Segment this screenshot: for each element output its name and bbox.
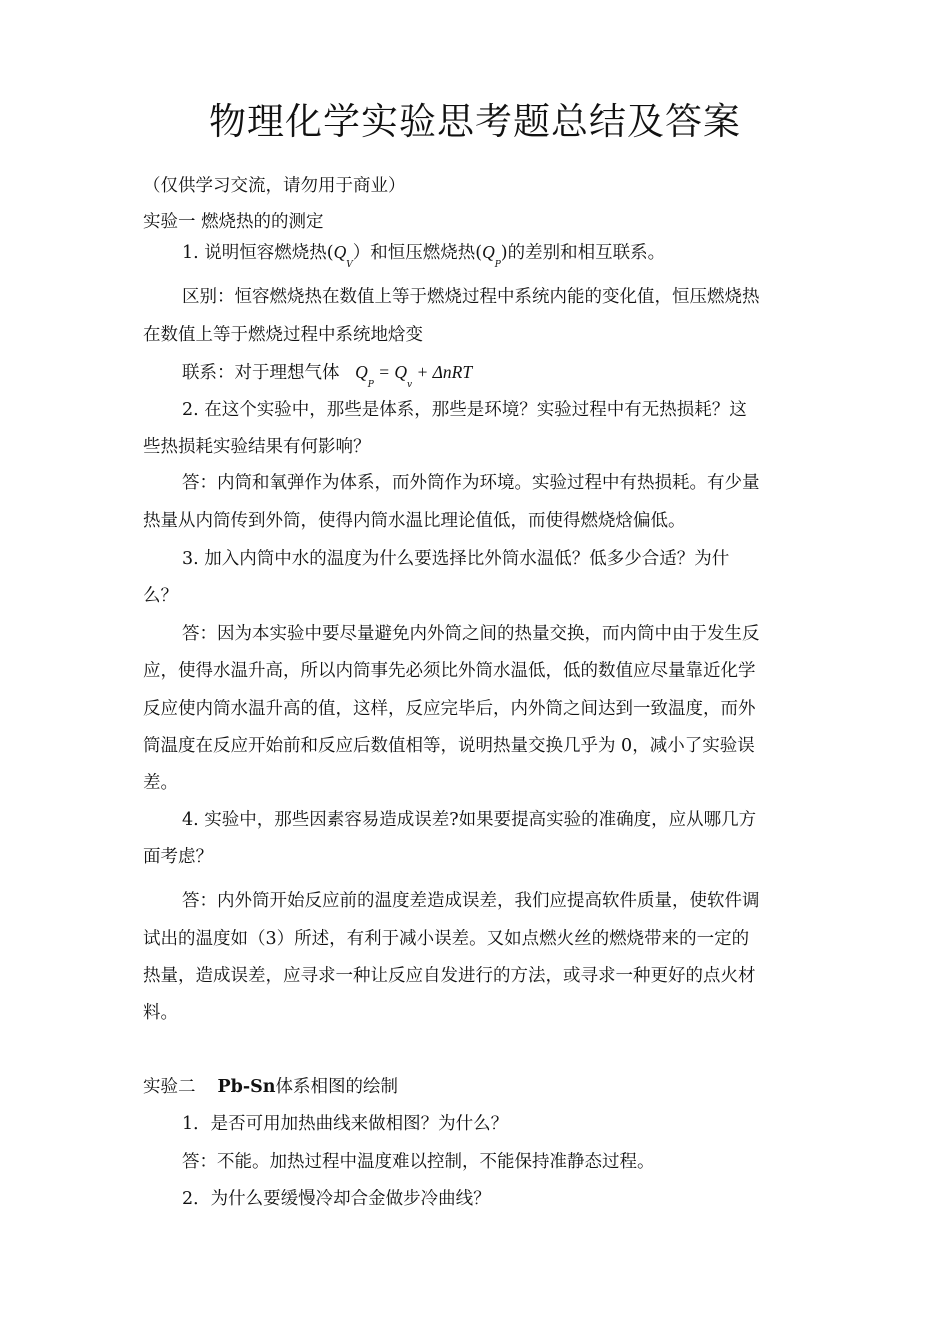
exp1-answer-3-line-2: 应，使得水温升高，所以内筒事先必须比外筒水温低，低的数值应尽量靠近化学: [143, 661, 756, 681]
exp1-question-3-line-1: 3. 加入内筒中水的温度为什么要选择比外筒水温低？低多少合适？为什: [182, 549, 730, 569]
exp1-answer-1-line-1: 区别：恒容燃烧热在数值上等于燃烧过程中系统内能的变化值，恒压燃烧热: [182, 287, 760, 307]
exp1-answer-3-line-4: 筒温度在反应开始前和反应后数值相等，说明热量交换几乎为 0，减小了实验误: [143, 736, 755, 756]
exp1-answer-2-line-1: 答：内筒和氧弹作为体系，而外筒作为环境。实验过程中有热损耗。有少量: [182, 473, 760, 493]
exp2-question-2: 2．为什么要缓慢冷却合金做步冷曲线？: [182, 1189, 491, 1209]
exp1-question-2-line-1: 2. 在这个实验中，那些是体系，那些是环境？实验过程中有无热损耗？这: [182, 400, 747, 420]
q1-text-mid: ）和恒压燃烧热(: [352, 243, 483, 263]
qv-subscript: V: [346, 260, 353, 270]
exp1-answer-4-line-3: 热量，造成误差，应寻求一种让反应自发进行的方法，或寻求一种更好的点火材: [143, 966, 756, 986]
exp2-answer-1: 答：不能。加热过程中温度难以控制，不能保持准静态过程。: [182, 1152, 655, 1172]
experiment-2-heading: [143, 1073, 398, 1101]
usage-note: （仅供学习交流，请勿用于商业）: [143, 176, 406, 196]
exp1-answer-3-line-1: 答：因为本实验中要尽量避免内外筒之间的热量交换，而内筒中由于发生反: [182, 624, 760, 644]
exp1-question-3-line-2: 么？: [143, 586, 178, 606]
relation-qp: Q: [355, 362, 368, 382]
q1-text-pre: 1. 说明恒容燃烧热(: [182, 243, 334, 263]
exp1-answer-4-line-1: 答：内外筒开始反应前的温度差造成误差，我们应提高软件质量，使软件调: [182, 891, 760, 911]
exp2-heading-bold: Pb-Sn: [217, 1077, 276, 1097]
exp1-question-4-line-2: 面考虑？: [143, 847, 213, 867]
exp2-heading-post: 体系相图的绘制: [275, 1077, 399, 1097]
exp1-answer-2-line-2: 热量从内筒传到外筒，使得内筒水温比理论值低，而使得燃烧焓偏低。: [143, 511, 686, 531]
exp2-question-1: 1．是否可用加热曲线来做相图？为什么？: [182, 1114, 509, 1134]
relation-qv-sub: v: [406, 380, 413, 390]
exp1-question-1: [182, 238, 665, 270]
qp-symbol: Q: [482, 242, 495, 262]
relation-rest: + ΔnRT: [412, 362, 473, 382]
exp1-answer-4-line-2: 试出的温度如（3）所述，有利于减小误差。又如点燃火丝的燃烧带来的一定的: [143, 929, 750, 949]
exp1-answer-1-line-2: 在数值上等于燃烧过程中系统地焓变: [143, 325, 423, 345]
exp1-question-4-line-1: 4. 实验中，那些因素容易造成误差?如果要提高实验的准确度，应从哪几方: [182, 810, 757, 830]
exp1-answer-4-line-4: 料。: [143, 1003, 178, 1023]
relation-qp-sub: P: [367, 380, 374, 390]
relation-label: 联系：对于理想气体: [182, 363, 340, 383]
relation-qv: Q: [394, 362, 407, 382]
exp2-heading-pre: 实验二: [143, 1077, 196, 1097]
exp1-answer-3-line-3: 反应使内筒水温升高的值，这样，反应完毕后，内外筒之间达到一致温度，而外: [143, 699, 756, 719]
exp1-question-2-line-2: 些热损耗实验结果有何影响？: [143, 437, 371, 457]
qv-symbol: Q: [333, 242, 347, 262]
relation-equals: =: [373, 362, 395, 382]
qp-subscript: P: [494, 260, 501, 270]
exp1-answer-3-line-5: 差。: [143, 773, 178, 793]
document-title: 物理化学实验思考题总结及答案: [209, 100, 741, 143]
exp1-relation: [182, 358, 472, 390]
experiment-1-heading: 实验一 燃烧热的的测定: [143, 212, 324, 232]
q1-text-post: )的差别和相互联系。: [500, 243, 666, 263]
